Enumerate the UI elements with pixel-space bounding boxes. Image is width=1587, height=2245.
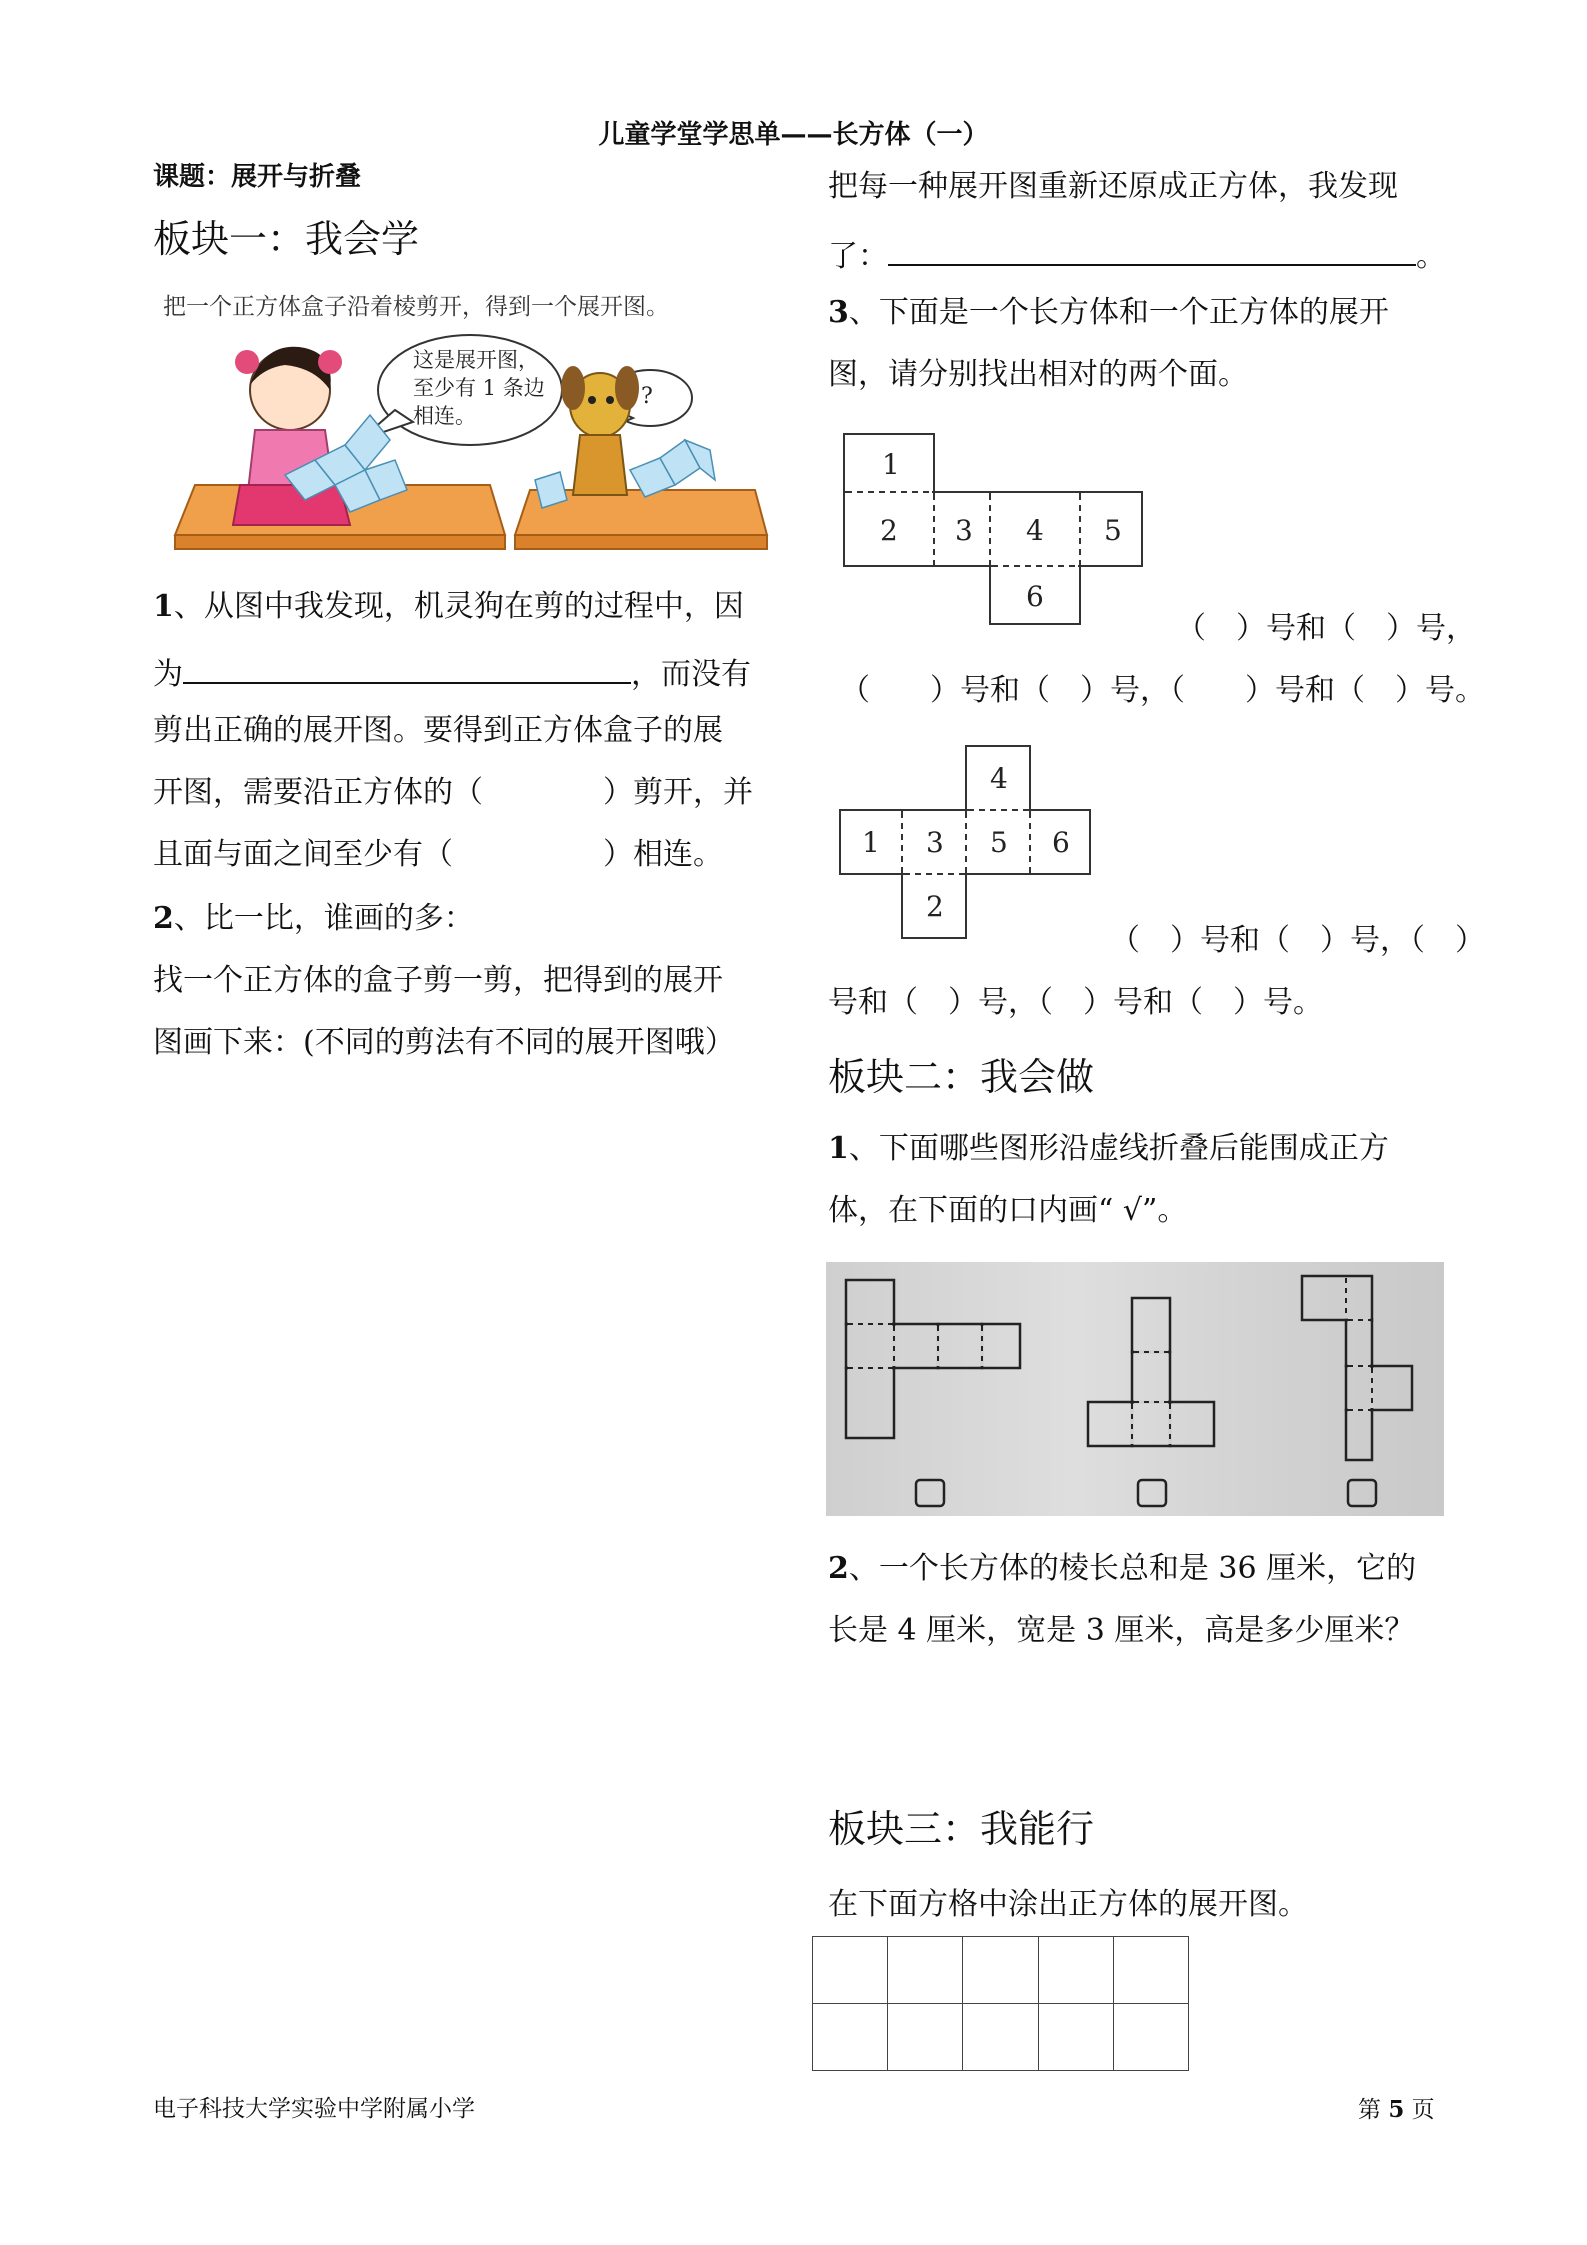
rc-cont-line2-suffix: 。	[1416, 239, 1446, 274]
girl-bubble-line3: 相连。	[413, 404, 476, 428]
s1-q1-line2-suffix: ，而没有	[631, 657, 751, 692]
fold-options-drawing	[826, 1262, 1444, 1516]
net2-label-2: 2	[926, 890, 944, 923]
s3-instruction: 在下面方格中涂出正方体的展开图。	[828, 1887, 1308, 1922]
grid-cell[interactable]	[962, 2003, 1038, 2071]
net1-label-5: 5	[1104, 514, 1122, 547]
s1-q2-line1	[153, 901, 474, 936]
grid-cell[interactable]	[812, 2003, 888, 2071]
rc-q3-line1	[828, 295, 1389, 330]
s1-q1-line3: 剪出正确的展开图。要得到正方体盒子的展	[153, 713, 723, 748]
rc-discovery-blank[interactable]	[888, 236, 1416, 266]
s2-q1-line2: 体，在下面的口内画“ √”。	[828, 1193, 1188, 1228]
net2-label-5: 5	[990, 826, 1008, 859]
grid-cell[interactable]	[1038, 1936, 1114, 2004]
s2-q1-text1: 、下面哪些图形沿虚线折叠后能围成正方	[848, 1131, 1389, 1166]
s1-q1-line2-prefix: 为	[153, 657, 183, 692]
net2-diagram	[836, 740, 1096, 940]
net1-label-6: 6	[1026, 580, 1044, 613]
s1-q1-line5: 且面与面之间至少有（ ）相连。	[153, 837, 723, 872]
dog-bubble: ?	[641, 384, 653, 409]
s1-q1-num: 1	[153, 589, 174, 624]
section3-heading: 板块三：我能行	[828, 1807, 1095, 1851]
illustration-caption: 把一个正方体盒子沿着棱剪开，得到一个展开图。	[163, 294, 669, 320]
lesson-topic: 课题：展开与折叠	[153, 162, 362, 192]
rc-cont-line2-prefix: 了：	[828, 239, 888, 274]
net1-diagram	[840, 430, 1150, 630]
grid-cell[interactable]	[887, 2003, 963, 2071]
section2-heading: 板块二：我会做	[828, 1055, 1095, 1099]
rc-cont-line1: 把每一种展开图重新还原成正方体，我发现	[828, 169, 1398, 204]
net1-label-1: 1	[882, 448, 900, 481]
grid-cell[interactable]	[887, 1936, 963, 2004]
option-b-checkbox[interactable]	[1138, 1480, 1166, 1506]
rc-q3-line2: 图，请分别找出相对的两个面。	[828, 357, 1248, 392]
rc-q3-num: 3	[828, 295, 849, 330]
s2-q2-line2: 长是 4 厘米，宽是 3 厘米，高是多少厘米？	[828, 1613, 1415, 1648]
grid-cell[interactable]	[962, 1936, 1038, 2004]
rc-q3-text1: 、下面是一个长方体和一个正方体的展开	[848, 295, 1389, 330]
s1-q1-line1	[153, 589, 744, 624]
net2-label-4: 4	[990, 762, 1008, 795]
net1-label-2: 2	[880, 514, 898, 547]
s1-q2-line2: 找一个正方体的盒子剪一剪，把得到的展开	[153, 963, 723, 998]
s1-q2-line3: 图画下来：(不同的剪法有不同的展开图哦）	[153, 1025, 735, 1060]
s2-q1-line1	[828, 1131, 1389, 1166]
net1-label-4: 4	[1026, 514, 1044, 547]
s2-q2-line1	[828, 1551, 1417, 1586]
s1-q1-text1: 、从图中我发现，机灵狗在剪的过程中，因	[173, 589, 744, 624]
option-a-checkbox[interactable]	[916, 1480, 944, 1506]
grid-cell[interactable]	[1113, 2003, 1189, 2071]
net2-label-1: 1	[862, 826, 880, 859]
footer-page-prefix: 第	[1358, 2097, 1381, 2123]
net2-answer-line2[interactable]: 号和（ ）号，（ ）号和（ ）号。	[828, 985, 1323, 1020]
s1-q1-line4: 开图，需要沿正方体的（ ）剪开，并	[153, 775, 753, 810]
s2-q2-num: 2	[828, 1551, 849, 1586]
s1-q2-text1: 、比一比，谁画的多：	[173, 901, 474, 936]
net2-label-3: 3	[926, 826, 944, 859]
s1-q1-answer-blank[interactable]	[183, 654, 631, 684]
net1-answer-line1[interactable]: （ ）号和（ ）号，	[1176, 611, 1476, 646]
grid-cell[interactable]	[1038, 2003, 1114, 2071]
footer-school: 电子科技大学实验中学附属小学	[153, 2096, 475, 2122]
footer-page-num: 5	[1388, 2096, 1405, 2123]
s1-q1-line2	[153, 654, 751, 690]
net1-answer-line2[interactable]: （ ）号和（ ）号，（ ）号和（ ）号。	[840, 673, 1485, 708]
girl-bubble-line2: 至少有 1 条边	[413, 376, 545, 400]
footer-page-suffix: 页	[1411, 2097, 1435, 2123]
grid-cell[interactable]	[812, 1936, 888, 2004]
net1-label-3: 3	[955, 514, 973, 547]
grid-cell[interactable]	[1113, 1936, 1189, 2004]
s2-q2-text1: 、一个长方体的棱长总和是 36 厘米，它的	[848, 1551, 1417, 1586]
rc-cont-line2	[828, 236, 1446, 272]
coloring-grid	[812, 1936, 1188, 2070]
girl-bubble-line1: 这是展开图，	[413, 348, 539, 372]
s1-q2-num: 2	[153, 901, 174, 936]
fold-options-photo	[826, 1262, 1444, 1516]
footer-page	[1358, 2098, 1435, 2122]
option-c-checkbox[interactable]	[1348, 1480, 1376, 1506]
s2-q1-num: 1	[828, 1131, 849, 1166]
net2-label-6: 6	[1052, 826, 1070, 859]
net2-answer-line1[interactable]: （ ）号和（ ）号，（ ）	[1110, 923, 1485, 958]
section1-heading: 板块一：我会学	[153, 217, 420, 261]
cutting-illustration	[155, 290, 775, 560]
page-title: 儿童学堂学思单——长方体（一）	[598, 120, 989, 150]
